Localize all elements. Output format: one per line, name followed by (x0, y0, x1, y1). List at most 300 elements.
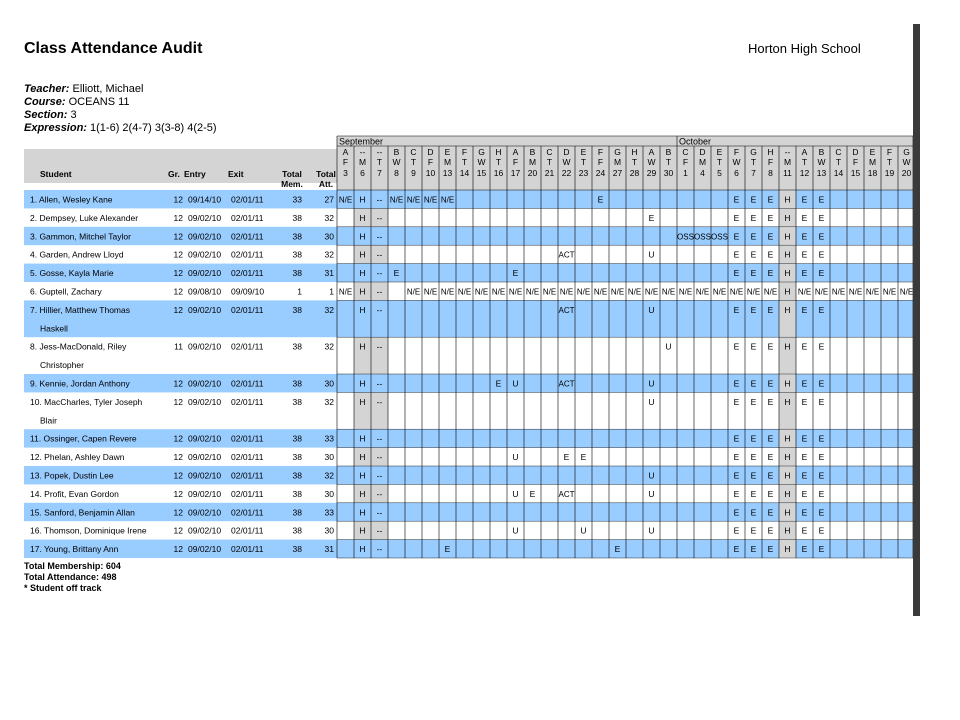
mark-10-28: E (818, 433, 825, 444)
mark-0-2: -- (376, 194, 383, 205)
student-exit-3: 02/01/11 (231, 249, 264, 260)
mark-5-19: N/E (661, 287, 676, 297)
student-grade-12: 12 (173, 470, 183, 481)
student-exit-7: 02/01/11 (231, 341, 264, 352)
day-weekday-31: M (868, 157, 877, 167)
mark-0-24: E (750, 194, 757, 205)
student-att-14: 33 (324, 507, 334, 518)
mark-5-31: N/E (865, 287, 880, 297)
day-date-27: 12 (799, 168, 810, 178)
mark-2-1: H (359, 231, 366, 242)
mark-3-28: E (818, 249, 825, 260)
student-att-15: 30 (324, 525, 334, 536)
mark-3-23: E (733, 249, 740, 260)
mark-12-27: E (801, 470, 808, 481)
student-att-4: 31 (324, 268, 334, 279)
mark-12-26: H (784, 470, 791, 481)
student-name-3: 4. Garden, Andrew Lloyd (30, 249, 124, 260)
student-att-1: 32 (324, 212, 334, 223)
student-grade-3: 12 (173, 249, 183, 260)
mark-12-25: E (767, 470, 774, 481)
page-edge-bar (913, 24, 920, 616)
student-grade-8: 12 (173, 378, 183, 389)
mark-6-1: H (359, 304, 366, 315)
day-weekday-26: M (783, 157, 792, 167)
mark-8-2: -- (376, 378, 383, 389)
student-name-7: 8. Jess-MacDonald, Riley (30, 341, 127, 352)
mark-5-5: N/E (423, 287, 438, 297)
student-entry-4: 09/02/10 (188, 268, 222, 279)
mark-6-28: E (818, 304, 825, 315)
day-rotation-14: E (580, 147, 587, 157)
mark-9-27: E (801, 396, 808, 407)
student-exit-5: 09/09/10 (231, 286, 265, 297)
student-exit-15: 02/01/11 (231, 525, 264, 536)
mark-14-26: H (784, 507, 791, 518)
day-weekday-19: T (665, 157, 672, 167)
student-name-6: 7. Hillier, Matthew Thomas (30, 304, 130, 315)
day-rotation-6: E (444, 147, 451, 157)
mark-3-13: ACT (558, 250, 575, 260)
student-mem-6: 38 (292, 304, 302, 315)
mark-13-23: E (733, 488, 740, 499)
mark-1-28: E (818, 212, 825, 223)
day-weekday-8: W (477, 157, 486, 167)
day-date-17: 28 (629, 168, 640, 178)
mark-6-24: E (750, 304, 757, 315)
student-exit-8: 02/01/11 (231, 378, 264, 389)
student-name-13: 14. Profit, Evan Gordon (30, 488, 119, 499)
mark-9-1: H (359, 396, 366, 407)
day-rotation-3: B (393, 147, 400, 157)
day-rotation-27: A (801, 147, 808, 157)
mark-0-3: N/E (389, 195, 404, 205)
teacher-label: Teacher: (24, 83, 70, 95)
day-rotation-19: B (665, 147, 672, 157)
student-mem-7: 38 (292, 341, 302, 352)
day-rotation-5: D (427, 147, 434, 157)
mark-8-28: E (818, 378, 825, 389)
student-name-16: 17. Young, Brittany Ann (30, 544, 119, 555)
section-label: Section: (24, 109, 68, 121)
student-entry-3: 09/02/10 (188, 249, 222, 260)
student-exit-14: 02/01/11 (231, 507, 264, 518)
mark-3-1: H (359, 249, 366, 260)
student-name-12: 13. Popek, Dustin Lee (30, 470, 114, 481)
mark-14-1: H (359, 507, 366, 518)
student-entry-2: 09/02/10 (188, 231, 222, 242)
mark-0-6: N/E (440, 195, 455, 205)
mark-7-27: E (801, 341, 808, 352)
student-name-9: 10. MacCharles, Tyler Joseph (30, 396, 143, 407)
school-name: Horton High School (748, 41, 861, 56)
student-mem-0: 33 (292, 194, 302, 205)
student-exit-9: 02/01/11 (231, 396, 264, 407)
student-att-7: 32 (324, 341, 334, 352)
mark-3-24: E (750, 249, 757, 260)
month-label-0: September (339, 136, 384, 147)
student-exit-16: 02/01/11 (231, 544, 264, 555)
day-rotation-16: G (614, 147, 621, 157)
student-grade-2: 12 (173, 231, 183, 242)
day-rotation-23: F (733, 147, 740, 157)
student-name-2: 3. Gammon, Mitchel Taylor (30, 231, 131, 242)
student-exit-10: 02/01/11 (231, 433, 264, 444)
mark-11-13: E (563, 452, 570, 463)
student-att-6: 32 (324, 304, 334, 315)
day-rotation-21: D (699, 147, 706, 157)
student-mem-15: 38 (292, 525, 302, 536)
total-membership: Total Membership: 604 (24, 561, 121, 571)
mark-5-10: N/E (508, 287, 523, 297)
mark-5-20: N/E (678, 287, 693, 297)
student-entry-8: 09/02/10 (188, 378, 222, 389)
mark-5-28: N/E (814, 287, 829, 297)
day-weekday-28: W (817, 157, 826, 167)
day-rotation-8: G (478, 147, 485, 157)
day-date-19: 30 (663, 168, 674, 178)
mark-13-25: E (767, 488, 774, 499)
day-weekday-18: W (647, 157, 656, 167)
mark-1-2: -- (376, 212, 383, 223)
mark-14-23: E (733, 507, 740, 518)
mark-9-23: E (733, 396, 740, 407)
day-rotation-25: H (767, 147, 774, 157)
mark-5-30: N/E (848, 287, 863, 297)
course-label: Course: (24, 96, 66, 108)
day-date-16: 27 (612, 168, 623, 178)
student-att-0: 27 (324, 194, 334, 205)
mark-2-23: E (733, 231, 740, 242)
mark-12-18: U (648, 470, 655, 481)
day-weekday-7: T (461, 157, 468, 167)
student-entry-7: 09/02/10 (188, 341, 222, 352)
mark-5-21: N/E (695, 287, 710, 297)
mark-11-25: E (767, 452, 774, 463)
mark-0-0: N/E (338, 195, 353, 205)
mark-3-27: E (801, 249, 808, 260)
day-date-18: 29 (646, 168, 657, 178)
mark-13-28: E (818, 488, 825, 499)
day-rotation-9: H (495, 147, 502, 157)
expression-value: 1(1-6) 2(4-7) 3(3-8) 4(2-5) (90, 122, 217, 134)
mark-5-9: N/E (491, 287, 506, 297)
day-weekday-2: T (376, 157, 383, 167)
mark-6-25: E (767, 304, 774, 315)
mark-0-23: E (733, 194, 740, 205)
mark-7-2: -- (376, 341, 383, 352)
student-mem-2: 38 (292, 231, 302, 242)
mark-7-23: E (733, 341, 740, 352)
mark-8-10: U (512, 378, 519, 389)
mark-5-12: N/E (542, 287, 557, 297)
mark-4-25: E (767, 268, 774, 279)
student-grade-9: 12 (173, 396, 183, 407)
student-mem-13: 38 (292, 488, 302, 499)
mark-4-27: E (801, 268, 808, 279)
day-date-2: 7 (377, 168, 382, 178)
day-date-7: 14 (459, 168, 470, 178)
mark-5-23: N/E (729, 287, 744, 297)
day-rotation-12: C (546, 147, 553, 157)
mark-7-26: H (784, 341, 791, 352)
mark-14-25: E (767, 507, 774, 518)
expression-label: Expression: (24, 122, 87, 134)
student-mem-1: 38 (292, 212, 302, 223)
mark-2-25: E (767, 231, 774, 242)
off-track-note: * Student off track (24, 583, 102, 593)
student-att-16: 31 (324, 544, 334, 555)
mark-5-6: N/E (440, 287, 455, 297)
mark-16-23: E (733, 544, 740, 555)
student-name-cont-6: Haskell (40, 323, 68, 334)
day-weekday-23: W (732, 157, 741, 167)
mark-5-1: H (359, 286, 366, 297)
day-rotation-13: D (563, 147, 570, 157)
student-att-3: 32 (324, 249, 334, 260)
mark-2-28: E (818, 231, 825, 242)
mark-1-23: E (733, 212, 740, 223)
student-grade-13: 12 (173, 488, 183, 499)
mark-12-23: E (733, 470, 740, 481)
student-att-5: 1 (329, 286, 334, 297)
day-weekday-14: T (580, 157, 587, 167)
day-date-3: 8 (394, 168, 399, 178)
student-name-15: 16. Thomson, Dominique Irene (30, 525, 147, 536)
mark-1-18: E (648, 212, 655, 223)
day-date-30: 15 (850, 168, 861, 178)
day-weekday-5: F (427, 157, 434, 167)
mark-15-1: H (359, 525, 366, 536)
student-mem-10: 38 (292, 433, 302, 444)
month-label-1: October (679, 136, 712, 147)
student-grade-10: 12 (173, 433, 183, 444)
student-name-cont-7: Christopher (40, 360, 84, 371)
day-date-33: 20 (901, 168, 912, 178)
day-date-31: 18 (867, 168, 878, 178)
report-title: Class Attendance Audit (24, 40, 203, 57)
student-name-10: 11. Ossinger, Capen Revere (30, 433, 137, 444)
mark-13-11: E (529, 488, 536, 499)
col-header-mem-2: Mem. (281, 179, 303, 189)
mark-5-33: N/E (899, 287, 914, 297)
mark-12-1: H (359, 470, 366, 481)
day-weekday-24: T (750, 157, 757, 167)
student-grade-6: 12 (173, 304, 183, 315)
day-rotation-20: C (682, 147, 689, 157)
mark-7-19: U (665, 341, 672, 352)
day-weekday-29: T (835, 157, 842, 167)
mark-8-9: E (495, 378, 502, 389)
day-rotation-15: F (597, 147, 604, 157)
day-date-29: 14 (833, 168, 844, 178)
student-entry-14: 09/02/10 (188, 507, 222, 518)
mark-10-27: E (801, 433, 808, 444)
student-name-cont-9: Blair (40, 415, 58, 426)
student-exit-0: 02/01/11 (231, 194, 264, 205)
day-date-20: 1 (683, 168, 688, 178)
mark-5-4: N/E (406, 287, 421, 297)
mark-16-25: E (767, 544, 774, 555)
mark-3-18: U (648, 249, 655, 260)
mark-5-27: N/E (797, 287, 812, 297)
mark-5-15: N/E (593, 287, 608, 297)
day-date-8: 15 (476, 168, 487, 178)
mark-13-24: E (750, 488, 757, 499)
mark-16-16: E (614, 544, 621, 555)
mark-11-2: -- (376, 452, 383, 463)
day-weekday-17: T (631, 157, 638, 167)
mark-12-2: -- (376, 470, 383, 481)
mark-7-25: E (767, 341, 774, 352)
day-weekday-30: F (852, 157, 859, 167)
mark-6-13: ACT (558, 305, 575, 315)
student-exit-13: 02/01/11 (231, 488, 264, 499)
mark-3-2: -- (376, 249, 383, 260)
mark-10-24: E (750, 433, 757, 444)
student-exit-4: 02/01/11 (231, 268, 264, 279)
student-grade-11: 12 (173, 452, 183, 463)
day-rotation-17: H (631, 147, 638, 157)
day-weekday-6: M (443, 157, 452, 167)
mark-5-32: N/E (882, 287, 897, 297)
student-mem-8: 38 (292, 378, 302, 389)
student-mem-14: 38 (292, 507, 302, 518)
student-exit-1: 02/01/11 (231, 212, 264, 223)
mark-5-11: N/E (525, 287, 540, 297)
day-weekday-22: T (716, 157, 723, 167)
student-entry-1: 09/02/10 (188, 212, 222, 223)
mark-12-28: E (818, 470, 825, 481)
mark-10-26: H (784, 433, 791, 444)
mark-4-26: H (784, 268, 791, 279)
mark-11-24: E (750, 452, 757, 463)
col-header-att-2: Att. (318, 179, 334, 189)
day-weekday-0: F (342, 157, 349, 167)
mark-7-24: E (750, 341, 757, 352)
student-grade-1: 12 (173, 212, 183, 223)
student-mem-11: 38 (292, 452, 302, 463)
col-header-mem-1: Total (282, 169, 302, 179)
day-rotation-29: C (835, 147, 842, 157)
mark-6-18: U (648, 304, 655, 315)
day-weekday-32: T (886, 157, 893, 167)
mark-16-1: H (359, 544, 366, 555)
mark-5-24: N/E (746, 287, 761, 297)
student-grade-4: 12 (173, 268, 183, 279)
day-date-28: 13 (816, 168, 827, 178)
mark-6-27: E (801, 304, 808, 315)
student-mem-9: 38 (292, 396, 302, 407)
student-mem-5: 1 (297, 286, 302, 297)
mark-10-25: E (767, 433, 774, 444)
day-date-13: 22 (561, 168, 572, 178)
mark-9-28: E (818, 396, 825, 407)
mark-5-25: N/E (763, 287, 778, 297)
mark-4-1: H (359, 268, 366, 279)
day-date-9: 16 (493, 168, 504, 178)
course-value: OCEANS 11 (68, 96, 130, 108)
mark-16-2: -- (376, 544, 383, 555)
day-rotation-0: A (342, 147, 349, 157)
day-date-26: 11 (783, 168, 792, 178)
teacher-value: Elliott, Michael (72, 83, 144, 95)
student-entry-0: 09/14/10 (188, 194, 222, 205)
day-date-21: 4 (700, 168, 705, 178)
day-weekday-9: T (495, 157, 502, 167)
mark-10-23: E (733, 433, 740, 444)
mark-4-28: E (818, 268, 825, 279)
mark-13-18: U (648, 488, 655, 499)
mark-15-14: U (580, 525, 587, 536)
day-date-11: 20 (527, 168, 538, 178)
day-rotation-24: G (750, 147, 757, 157)
student-grade-0: 12 (173, 194, 183, 205)
day-weekday-33: W (902, 157, 911, 167)
mark-16-28: E (818, 544, 825, 555)
student-mem-12: 38 (292, 470, 302, 481)
student-grade-15: 12 (173, 525, 183, 536)
day-date-6: 13 (442, 168, 453, 178)
mark-8-1: H (359, 378, 366, 389)
day-weekday-16: M (613, 157, 622, 167)
mark-5-7: N/E (457, 287, 472, 297)
day-weekday-1: M (358, 157, 367, 167)
day-weekday-3: W (392, 157, 401, 167)
day-weekday-27: T (801, 157, 808, 167)
mark-11-27: E (801, 452, 808, 463)
mark-5-17: N/E (627, 287, 642, 297)
day-rotation-4: C (410, 147, 417, 157)
mark-0-27: E (801, 194, 808, 205)
day-rotation-28: B (818, 147, 825, 157)
col-header-student: Student (40, 169, 72, 179)
day-rotation-30: D (852, 147, 859, 157)
section-value: 3 (70, 109, 77, 121)
mark-12-24: E (750, 470, 757, 481)
mark-3-26: H (784, 249, 791, 260)
mark-6-23: E (733, 304, 740, 315)
mark-13-13: ACT (558, 489, 575, 499)
student-grade-5: 12 (173, 286, 183, 297)
day-weekday-4: T (410, 157, 417, 167)
mark-7-1: H (359, 341, 366, 352)
student-grade-16: 12 (173, 544, 183, 555)
mark-11-23: E (733, 452, 740, 463)
day-weekday-12: T (546, 157, 553, 167)
mark-14-28: E (818, 507, 825, 518)
student-entry-9: 09/02/10 (188, 396, 222, 407)
day-date-10: 17 (510, 168, 521, 178)
student-entry-11: 09/02/10 (188, 452, 222, 463)
student-att-11: 30 (324, 452, 334, 463)
mark-0-15: E (597, 194, 604, 205)
student-mem-3: 38 (292, 249, 302, 260)
mark-1-27: E (801, 212, 808, 223)
mark-15-10: U (512, 525, 519, 536)
day-date-0: 3 (343, 168, 348, 178)
col-header-att-1: Total (316, 169, 336, 179)
student-entry-10: 09/02/10 (188, 433, 222, 444)
mark-8-26: H (784, 378, 791, 389)
mark-10-2: -- (376, 433, 383, 444)
mark-13-27: E (801, 488, 808, 499)
day-date-14: 23 (578, 168, 589, 178)
mark-11-14: E (580, 452, 587, 463)
student-entry-12: 09/02/10 (188, 470, 222, 481)
day-date-24: 7 (751, 168, 756, 178)
mark-15-23: E (733, 525, 740, 536)
